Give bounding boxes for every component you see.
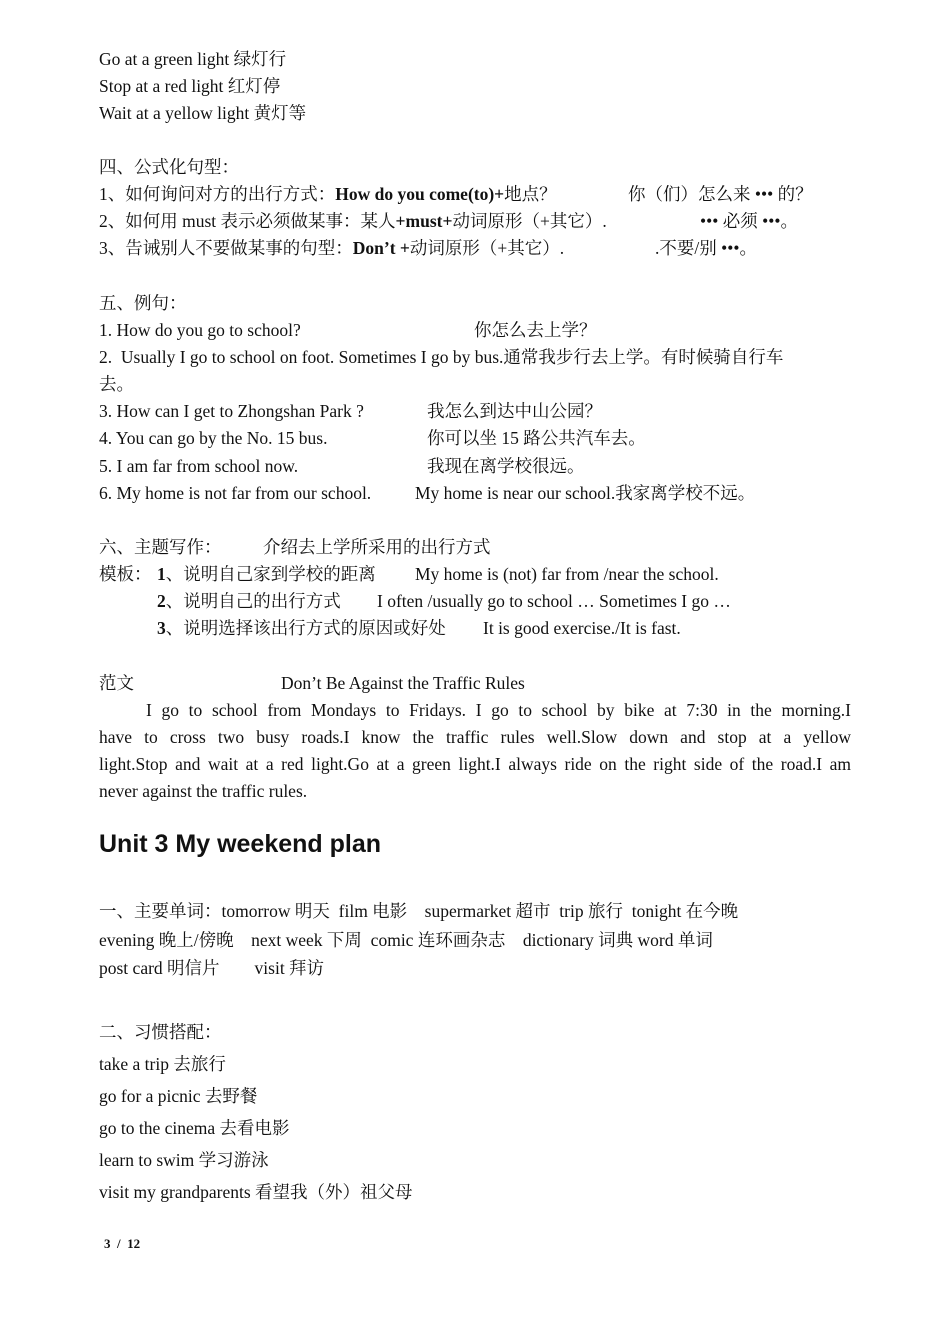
step-number: 1 xyxy=(157,564,166,584)
section-4-title: 四、公式化句型： xyxy=(99,157,239,177)
pattern-bold: How do you come(to)+ xyxy=(335,184,505,204)
pattern-text: 动词原形（+其它）. xyxy=(452,211,607,231)
template-label: 模板： xyxy=(99,564,152,584)
template-en: I often /usually go to school … Sometimes I go … xyxy=(377,591,731,611)
step-number: 3 xyxy=(157,618,166,638)
collocation-item: learn to swim 学习游泳 xyxy=(99,1150,269,1170)
essay-line: never against the traffic rules. xyxy=(99,781,308,801)
collocation-item: take a trip 去旅行 xyxy=(99,1054,226,1074)
collocation-title: 二、习惯搭配： xyxy=(99,1022,222,1042)
template-step xyxy=(157,563,376,585)
example-zh: 你怎么去上学？ xyxy=(474,320,597,340)
rule-line: Wait at a yellow light 黄灯等 xyxy=(99,103,307,123)
essay-line: light.Stop and wait at a red light.Go at a green light.I always ride on the right side of the road.I am xyxy=(99,754,851,774)
collocation-item: visit my grandparents 看望我（外）祖父母 xyxy=(99,1182,413,1202)
unit-3-heading: Unit 3 My weekend plan xyxy=(99,830,382,858)
example-en: 6. My home is not far from our school. xyxy=(99,483,372,503)
pattern-meaning: 你（们）怎么来 ••• 的？ xyxy=(628,184,813,204)
example-line: 去。 xyxy=(99,374,134,394)
pattern-text: 动词原形（+其它）. xyxy=(409,238,565,258)
example-line: 2. Usually I go to school on foot. Sometimes I go by bus.通常我步行去上学。有时候骑自行车 xyxy=(99,347,784,367)
essay-title: Don’t Be Against the Traffic Rules xyxy=(281,673,525,693)
collocation-item: go to the cinema 去看电影 xyxy=(99,1118,290,1138)
vocab-line: post card 明信片 visit 拜访 xyxy=(99,958,325,978)
pattern-meaning: .不要/别 •••。 xyxy=(655,238,757,258)
rule-line: Go at a green light 绿灯行 xyxy=(99,49,287,69)
pattern-line xyxy=(99,183,557,205)
pattern-text: 1、如何询问对方的出行方式： xyxy=(99,184,336,204)
example-en: 3. How can I get to Zhongshan Park ? xyxy=(99,401,364,421)
writing-topic: 介绍去上学所采用的出行方式 xyxy=(263,537,491,557)
current-page: 3 xyxy=(104,1236,111,1251)
step-text: 、说明自己的出行方式 xyxy=(165,591,341,611)
example-zh: 我怎么到达中山公园？ xyxy=(427,401,602,421)
pattern-text: 2、如何用 must 表示必须做某事：某人 xyxy=(99,211,396,231)
template-step xyxy=(157,617,446,639)
pattern-line xyxy=(99,237,564,259)
example-zh: 我现在离学校很远。 xyxy=(427,456,585,476)
template-step xyxy=(157,590,341,612)
template-en: My home is (not) far from /near the school. xyxy=(415,564,719,584)
pattern-meaning: ••• 必须 •••。 xyxy=(700,211,799,231)
pattern-text: 地点？ xyxy=(504,184,557,204)
essay-label: 范文 xyxy=(99,673,134,693)
pattern-bold: +must+ xyxy=(395,211,453,231)
page-separator: / xyxy=(117,1236,121,1251)
example-en: 5. I am far from school now. xyxy=(99,456,299,476)
template-en: It is good exercise./It is fast. xyxy=(483,618,681,638)
pattern-text: 3、告诫别人不要做某事的句型： xyxy=(99,238,353,258)
pattern-bold: Don’t + xyxy=(352,238,410,258)
page-number xyxy=(104,1236,140,1252)
rule-line: Stop at a red light 红灯停 xyxy=(99,76,281,96)
pattern-line xyxy=(99,210,607,232)
example-en: 1. How do you go to school? xyxy=(99,320,301,340)
example-en: 4. You can go by the No. 15 bus. xyxy=(99,428,328,448)
example-zh: My home is near our school.我家离学校不远。 xyxy=(415,483,756,503)
vocab-line: 一、主要单词：tomorrow 明天 film 电影 supermarket 超市 trip 旅行 tonight 在今晚 xyxy=(99,901,739,921)
section-6-title: 六、主题写作： xyxy=(99,537,222,557)
total-pages: 12 xyxy=(127,1236,141,1251)
vocab-line: evening 晚上/傍晚 next week 下周 comic 连环画杂志 dictionary 词典 word 单词 xyxy=(99,930,713,950)
essay-line: have to cross two busy roads.I know the traffic rules well.Slow down and stop at a yellow xyxy=(99,727,851,747)
step-text: 、说明自己家到学校的距离 xyxy=(165,564,376,584)
step-number: 2 xyxy=(157,591,166,611)
example-zh: 你可以坐 15 路公共汽车去。 xyxy=(427,428,646,448)
section-5-title: 五、例句： xyxy=(99,293,187,313)
collocation-item: go for a picnic 去野餐 xyxy=(99,1086,258,1106)
essay-line: I go to school from Mondays to Fridays. I go to school by bike at 7:30 in the morning.I xyxy=(146,700,851,720)
step-text: 、说明选择该出行方式的原因或好处 xyxy=(165,618,446,638)
